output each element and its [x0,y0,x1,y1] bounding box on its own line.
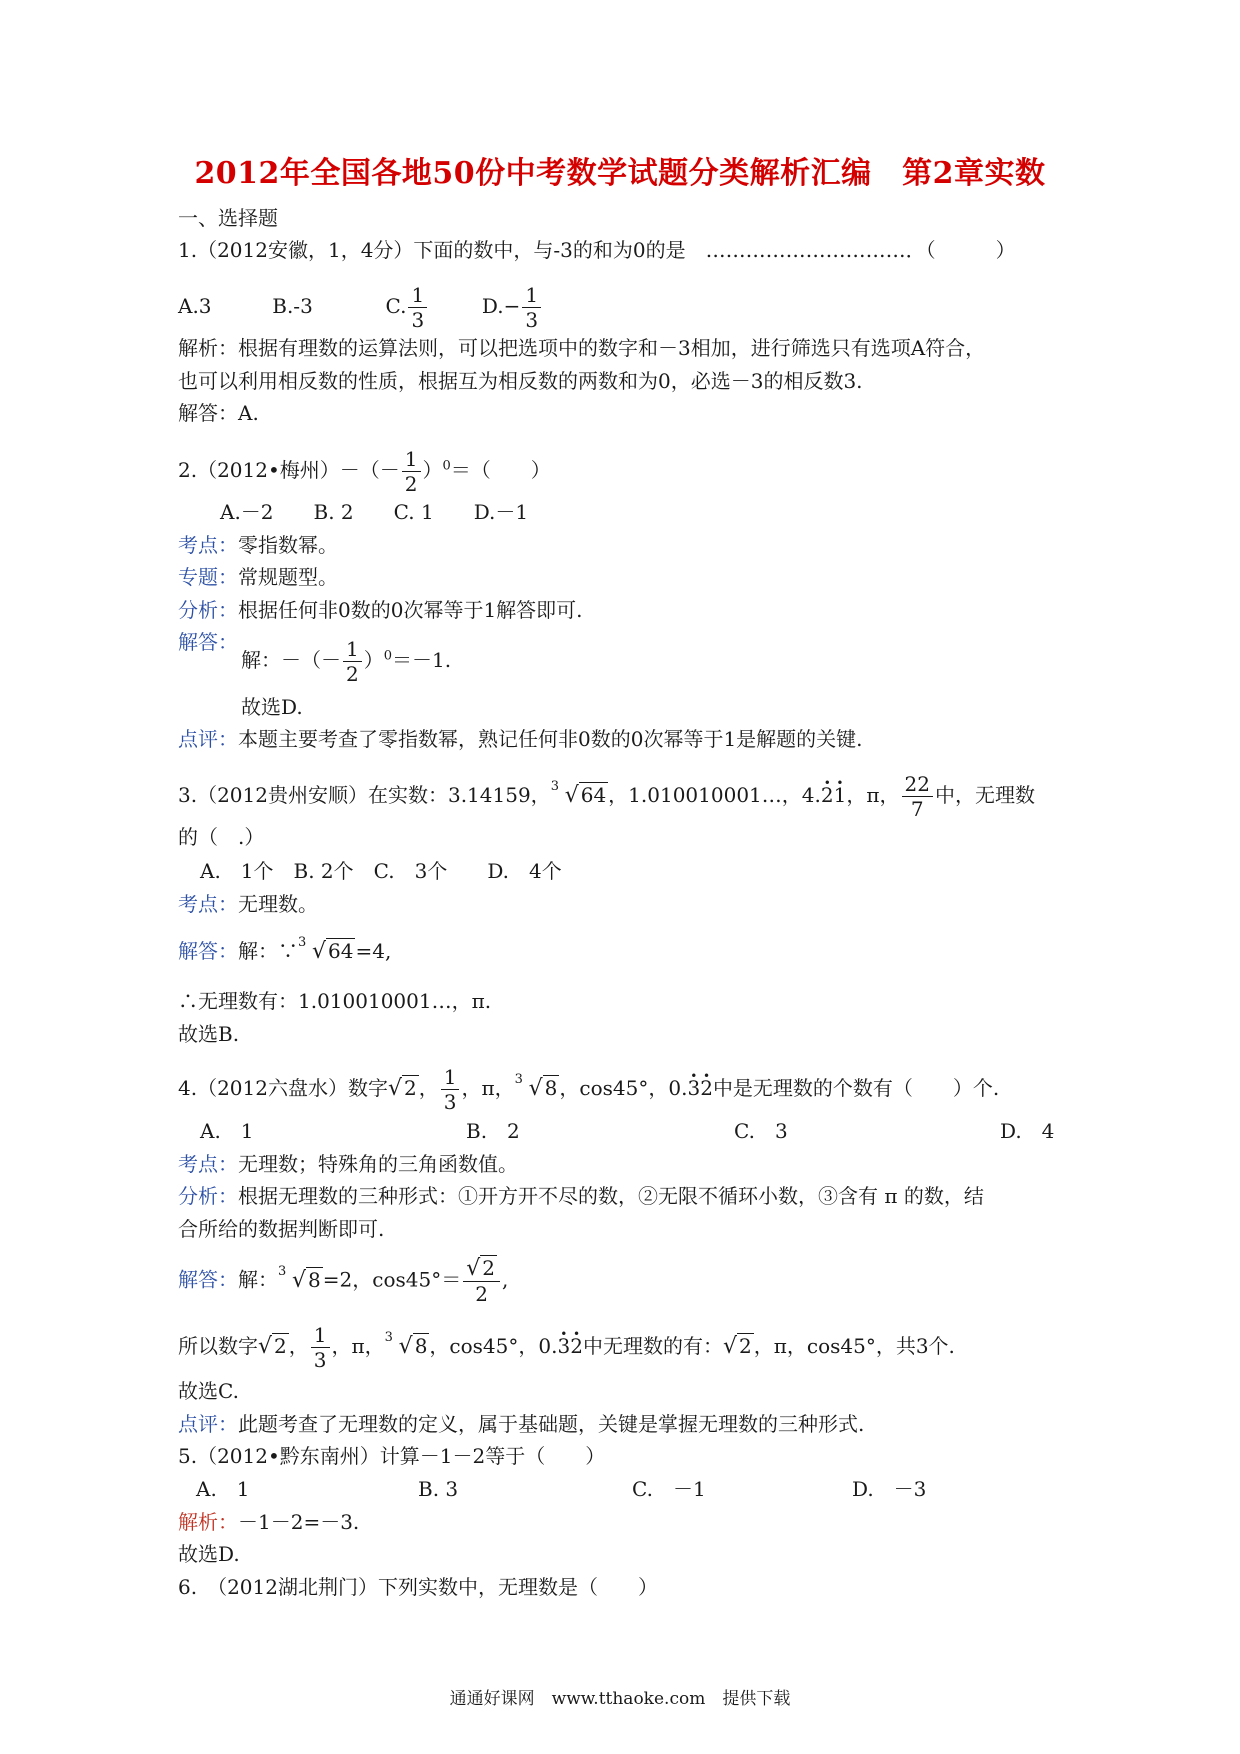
q2-fenxi: 分析：根据任何非0数的0次幂等于1解答即可. [178,598,583,622]
q1-analysis-1: 解析：根据有理数的运算法则，可以把选项中的数字和－3相加，进行筛选只有选项A符合， [178,336,986,360]
q1-fraction-c: $\frac{1}{3}$ [408,283,427,332]
q4-dianping: 点评：此题考查了无理数的定义，属于基础题，关键是掌握无理数的三种形式. [178,1412,865,1436]
q2-zhuanti: 专题：常规题型。 [178,565,338,589]
q4-kaodian: 考点：无理数；特殊角的三角函数值。 [178,1152,518,1176]
q1-option-a: A.3 [178,294,212,318]
q4-sqrt: √ 2 [387,1076,417,1101]
q1-option-b: B.-3 [272,294,313,318]
q5-option-c: C. －1 [632,1477,706,1501]
q2-jieda: 解：－（－ $\frac{1}{2}$ ）$^0$＝－1. [241,637,452,686]
q2-stem: 2.（2012•梅州）－（－ $\frac{1}{2}$ ）$^0$＝（ ） [178,447,551,496]
q3-kaodian: 考点：无理数。 [178,892,318,916]
q3-jieda: 解答：解：∵ 3 √ 64 =4, [178,935,392,964]
section-heading: 一、选择题 [178,206,278,230]
q3-stem: 3.（2012贵州安顺）在实数：3.14159， 3 √ 64 ，1.010010001…，4.• 2• 1，π， $\frac{22}{7}$ 中，无理数 [178,772,1035,821]
q2-guxuan: 故选D. [241,695,303,719]
q4-fenxi-2: 合所给的数据判断即可. [178,1217,385,1241]
q5-stem: 5.（2012•黔东南州）计算－1－2等于（ ） [178,1444,606,1468]
q1-answer: 解答：A. [178,401,259,425]
q4-cube-root: 3 √ 8 [514,1072,558,1101]
q2-jieda-label: 解答： [178,630,238,654]
q4-option-b: B. 2 [466,1119,520,1143]
q1-option-d: D.− [481,294,521,318]
q3-jieda-cube-root: 3 √ 64 [298,935,354,964]
q4-jieda: 解答：解： 3 √ 8 =2，cos45°＝ $\frac{√ 2}{2}$ , [178,1256,509,1306]
page-title: 2012年全国各地50份中考数学试题分类解析汇编 第2章实数 [194,156,1046,191]
q3-fraction: $\frac{22}{7}$ [902,772,933,821]
q5-option-a: A. 1 [196,1477,250,1501]
footer: 通通好课网 www.tthaoke.com 提供下载 [449,1689,791,1709]
q2-jieda-fraction: $\frac{1}{2}$ [343,637,362,686]
q4-fenxi-1: 分析：根据无理数的三种形式：①开方开不尽的数，②无限不循环小数，③含有 π 的数，结 [178,1184,984,1208]
q4-option-a: A. 1 [200,1119,254,1143]
q1-stem: 1.（2012安徽，1，4分）下面的数中，与-3的和为0的是 …………………………．（ ） [178,238,1016,262]
q1-analysis-2: 也可以利用相反数的性质，根据互为相反数的两数和为0，必选－3的相反数3. [178,369,863,393]
q2-options: A.－2 B. 2 C. 1 D.－1 [220,500,529,524]
q2-kaodian: 考点：零指数幂。 [178,533,338,557]
q4-stem: 4.（2012六盘水）数字√ 2 ， $\frac{1}{3}$ ，π， 3 √ 8 ，cos45°，0.• 3• 2中是无理数的个数有（ ）个. [178,1065,999,1114]
q6-stem: 6. （2012湖北荆门）下列实数中，无理数是（ ） [178,1575,658,1599]
q3-guxuan: 故选B. [178,1022,240,1046]
q4-guxuan: 故选C. [178,1379,239,1403]
q4-so: 所以数字√ 2 ， $\frac{1}{3}$ ，π， 3 √ 8 ，cos45°，0.• 3• 2中无理数的有：√ 2 ，π，cos45°，共3个. [178,1323,955,1372]
q5-option-d: D. －3 [852,1477,927,1501]
q2-fraction: $\frac{1}{2}$ [402,447,421,496]
q4-jieda-cube-root: 3 √ 8 [278,1263,321,1293]
q4-jieda-fraction: $\frac{√ 2}{2}$ [463,1256,500,1306]
q5-jiexi: 解析：－1－2=－3. [178,1510,360,1534]
q5-guxuan: 故选D. [178,1542,240,1566]
q2-dianping: 点评：本题主要考查了零指数幂，熟记任何非0数的0次幂等于1是解题的关键. [178,727,863,751]
q3-cube-root: 3 √ 64 [550,779,607,808]
q3-stem-cont: 的（ .） [178,825,265,849]
q1-option-c: C. [385,294,407,318]
q1-options [178,283,543,332]
q4-option-d: D. 4 [1000,1119,1055,1143]
q3-options: A. 1个 B. 2个 C. 3个 D. 4个 [200,859,562,883]
q3-line2: ∴无理数有：1.010010001…，π. [178,989,492,1013]
q5-option-b: B. 3 [418,1477,459,1501]
q4-option-c: C. 3 [734,1119,788,1143]
q1-fraction-d: $\frac{1}{3}$ [522,283,541,332]
q4-fraction: $\frac{1}{3}$ [441,1065,460,1114]
